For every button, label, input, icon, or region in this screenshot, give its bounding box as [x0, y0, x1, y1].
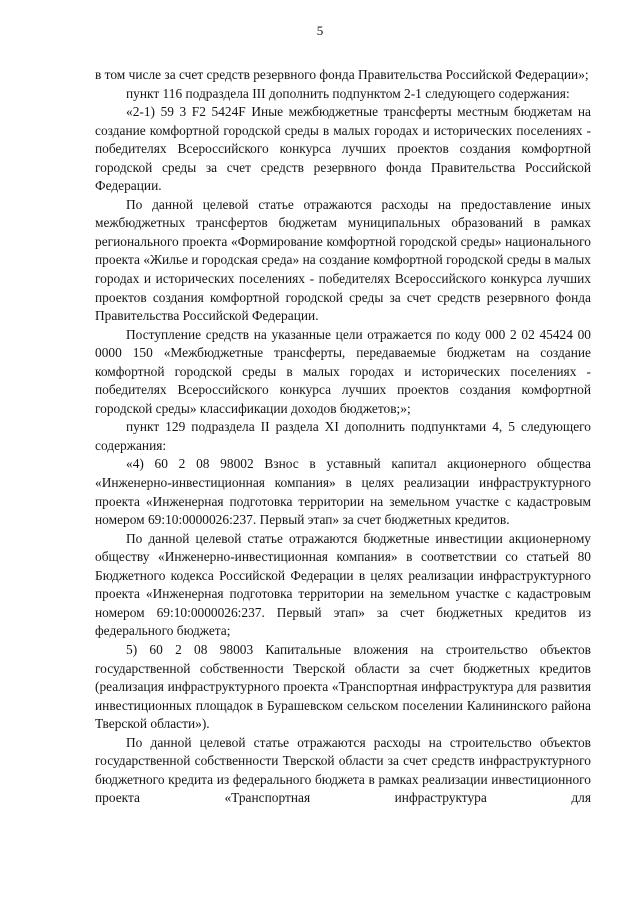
paragraph: По данной целевой статье отражаются расходы на строительство объектов государственной собственности Тверской области за счет средств инфраструктурного бюджетного кредита из федерального бюджета в рамках реализации инвестиционного проекта «Транспортная инфраструктура для	[95, 734, 591, 806]
paragraph: Поступление средств на указанные цели отражается по коду 000 2 02 45424 00 0000 150 «Межбюджетные трансферты, передаваемые бюджетам на создание комфортной городской среды в малых городах и исторических поселениях - победителях Всероссийского конкурса лучших проектов создания комфортной городской среды» классификации доходов бюджетов;»;	[95, 326, 591, 416]
paragraph: 5) 60 2 08 98003 Капитальные вложения на строительство объектов государственной собственности Тверской области за счет бюджетных кредитов (реализация инфраструктурного проекта «Транспортная инфраструктура для развития инвестиционных площадок в Бурашевском сельском поселении Калининского района Тверской области»).	[95, 641, 591, 732]
paragraph: «2-1) 59 3 F2 5424F Иные межбюджетные трансферты местным бюджетам на создание комфортной городской среды в малых городах и исторических поселениях - победителях Всероссийского конкурса лучших проектов создания комфортной городской среды за счет средств резервного фонда Правительства Российской Федерации.	[95, 104, 591, 194]
paragraph: пункт 116 подраздела III дополнить подпунктом 2-1 следующего содержания:	[126, 85, 570, 101]
paragraph: пункт 129 подраздела II раздела XI дополнить подпунктами 4, 5 следующего содержания:	[95, 419, 591, 453]
page-number: 5	[316, 23, 324, 38]
paragraph: По данной целевой статье отражаются расходы на предоставление иных межбюджетных трансфертов бюджетам муниципальных образований в рамках регионального проекта «Формирование комфортной городской среды» национального проекта «Жилье и городская среда» на создание комфортной городской среды в малых городах и исторических поселениях - победителях Всероссийского конкурса лучших проектов создания комфортной городской среды за счет средств резервного фонда Правительства Российской Федерации.	[95, 196, 591, 324]
document-body	[95, 66, 591, 808]
paragraph: «4) 60 2 08 98002 Взнос в уставный капитал акционерного общества «Инженерно-инвестиционная компания» в целях реализации инфраструктурного проекта «Инженерная подготовка территории на земельном участке с кадастровым номером 69:10:0000026:237. Первый этап» за счет бюджетных кредитов.	[95, 456, 591, 528]
paragraph: По данной целевой статье отражаются бюджетные инвестиции акционерному обществу «Инженерно-инвестиционная компания» в соответствии со статьей 80 Бюджетного кодекса Российской Федерации в целях реализации инфраструктурного проекта «Инженерная подготовка территории на земельном участке с кадастровым номером 69:10:0000026:237. Первый этап» за счет бюджетных кредитов из федерального бюджета;	[95, 530, 591, 639]
paragraph: в том числе за счет средств резервного фонда Правительства Российской Федерации»;	[95, 67, 589, 82]
